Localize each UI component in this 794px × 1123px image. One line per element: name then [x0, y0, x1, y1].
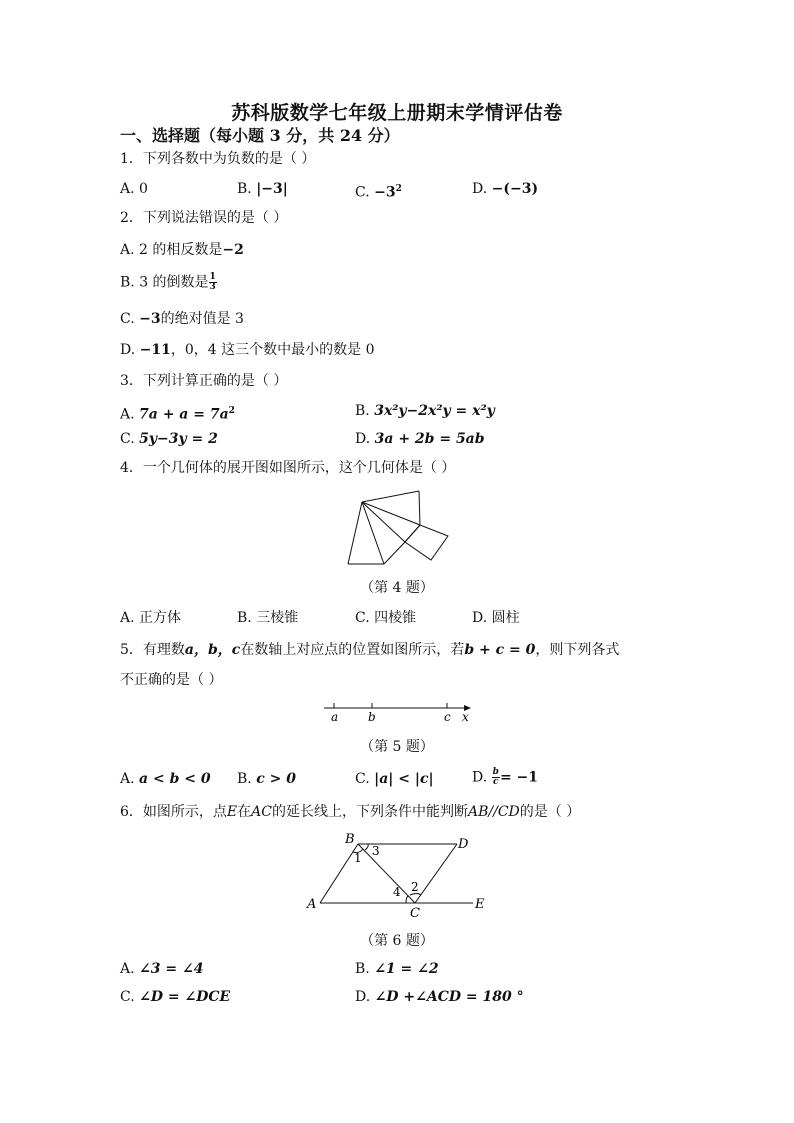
q6-figure-caption: （第 6 题） — [360, 933, 434, 949]
point-label-c: C — [410, 906, 420, 921]
q3-option-b: B. 3x²y−2x²y = x²y — [355, 403, 495, 419]
angle-label-3: 3 — [372, 844, 380, 858]
angle-arc-3 — [365, 844, 368, 850]
net-edge — [384, 542, 405, 564]
q1-option-b: B. |−3| — [237, 181, 288, 197]
angle-label-2: 2 — [411, 880, 419, 894]
q3-stem: 3．下列计算正确的是（ ） — [120, 373, 288, 389]
q1-option-c: C. $-3^2$ — [355, 184, 402, 201]
q4-option-d: D. 圆柱 — [472, 610, 520, 626]
axis-label-b: b — [368, 710, 376, 724]
segment-d-c — [415, 844, 457, 903]
q6-stem: 6．如图所示，点E在AC的延长线上，下列条件中能判断AB//CD的是（ ） — [120, 804, 581, 820]
axis-label-c: c — [444, 710, 451, 724]
angle-label-4: 4 — [393, 885, 401, 899]
q4-figure-caption: （第 4 题） — [360, 580, 434, 596]
q5-option-b: B. c > 0 — [237, 771, 296, 787]
parallelogram-figure — [305, 830, 500, 922]
q2-option-c: C. −3的绝对值是 3 — [120, 311, 244, 327]
fraction-one-third: $\frac{1}{3}$ — [209, 272, 216, 292]
net-edge — [362, 502, 405, 542]
point-label-a: A — [307, 897, 317, 912]
angle-label-1: 1 — [354, 851, 362, 865]
section-heading-1: 一、选择题（每小题 3 分，共 24 分） — [120, 126, 400, 145]
q2-option-a: A. 2 的相反数是−2 — [120, 242, 244, 258]
q5-stem-line1: 5．有理数a，b，c在数轴上对应点的位置如图所示，若b + c = 0，则下列各式 — [120, 642, 620, 658]
net-edge — [362, 491, 419, 502]
q1-option-a: A. 0 — [120, 181, 148, 197]
page-title: 苏科版数学七年级上册期末学情评估卷 — [231, 102, 563, 124]
axis-label-a: a — [331, 710, 339, 724]
angle-arc-4 — [406, 896, 409, 903]
q5-option-c: C. |a| < |c| — [355, 771, 434, 787]
q4-option-c: C. 四棱锥 — [355, 610, 417, 626]
pyramid-net-figure — [340, 485, 460, 570]
q2-option-b: B. 3 的倒数是 $\frac{1}{3}$ — [120, 272, 216, 292]
q3-option-c: C. 5y−3y = 2 — [120, 431, 218, 447]
q5-option-a: A. a < b < 0 — [120, 771, 211, 787]
q1-stem: 1．下列各数中为负数的是（ ） — [120, 151, 316, 167]
axis-label-x: x — [462, 710, 469, 724]
q6-option-b: B. ∠1 = ∠2 — [355, 961, 439, 977]
q6-option-c: C. ∠D = ∠DCE — [120, 989, 231, 1005]
q1-option-d: D. −(−3) — [472, 181, 539, 197]
q6-option-a: A. ∠3 = ∠4 — [120, 961, 204, 977]
q4-option-a: A. 正方体 — [120, 610, 182, 626]
fraction-b-over-c: $\frac{b}{c}$ — [492, 767, 499, 787]
q2-option-d: D. −11，0，4 这三个数中最小的数是 0 — [120, 342, 375, 358]
net-edge — [362, 502, 384, 564]
q4-stem: 4．一个几何体的展开图如图所示，这个几何体是（ ） — [120, 460, 456, 476]
q3-option-a: A. $7a + a = 7a^2$ — [120, 406, 235, 423]
net-edge — [362, 502, 420, 525]
number-line-figure — [318, 698, 478, 726]
net-square-base — [405, 525, 448, 560]
q2-stem: 2．下列说法错误的是（ ） — [120, 210, 288, 226]
q5-stem-line2: 不正确的是（ ） — [120, 672, 223, 688]
q6-option-d: D. ∠D +∠ACD = 180 ° — [355, 989, 524, 1005]
net-edge — [419, 491, 420, 525]
segment-b-c — [358, 844, 415, 903]
point-label-d: D — [458, 837, 469, 852]
q4-option-b: B. 三棱锥 — [237, 610, 299, 626]
q3-option-d: D. 3a + 2b = 5ab — [355, 431, 485, 447]
net-edge — [348, 502, 362, 564]
point-label-b: B — [345, 832, 355, 847]
q5-option-d: D. $\frac{b}{c}$ = −1 — [472, 767, 539, 787]
q5-figure-caption: （第 5 题） — [360, 739, 434, 755]
point-label-e: E — [475, 897, 485, 912]
segment-a-b — [320, 844, 358, 903]
